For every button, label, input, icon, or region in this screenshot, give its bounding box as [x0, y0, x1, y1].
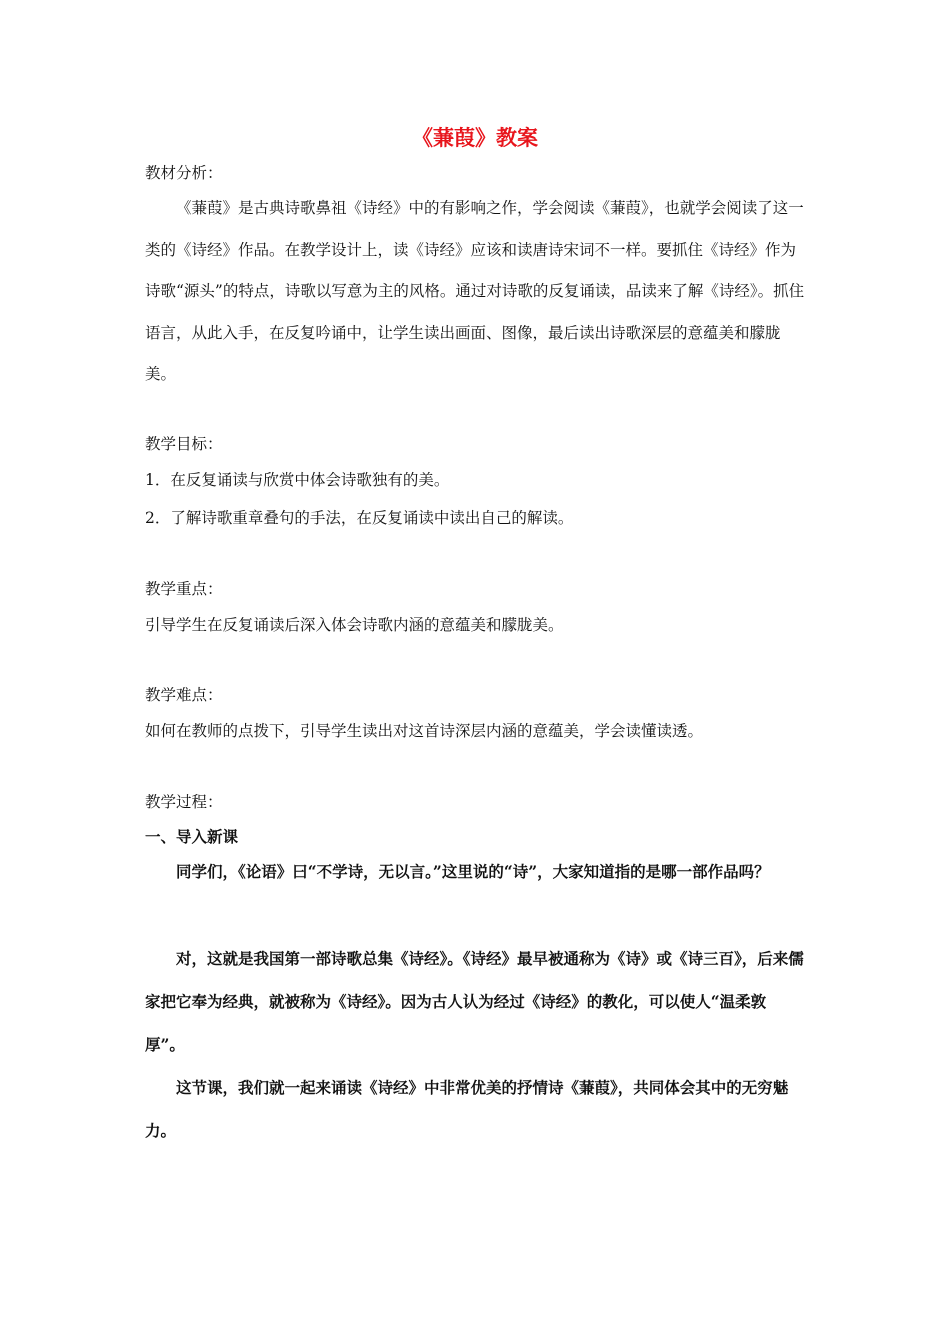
process-paragraph-2: 对，这就是我国第一部诗歌总集《诗经》。《诗经》最早被通称为《诗》或《诗三百》，后来儒家把它奉为经典，就被称为《诗经》。因为古人认为经过《诗经》的教化，可以使人“温柔敦厚”。 — [145, 949, 804, 1054]
process-paragraph-1: 同学们，《论语》曰“不学诗，无以言。”这里说的“诗”，大家知道指的是哪一部作品吗？ — [176, 862, 770, 881]
difficulties-body: 如何在教师的点拨下，引导学生读出对这首诗深层内涵的意蕴美，学会读懂读透。 — [145, 722, 704, 740]
goal-item-1: 1．在反复诵读与欣赏中体会诗歌独有的美。 — [145, 471, 450, 489]
section1-title: 一、导入新课 — [145, 827, 239, 846]
key-points-heading: 教学重点： — [145, 580, 223, 598]
analysis-heading: 教材分析： — [145, 164, 223, 182]
process-paragraph-3: 这节课，我们就一起来诵读《诗经》中非常优美的抒情诗《蒹葭》，共同体会其中的无穷魅力。 — [145, 1078, 789, 1140]
goals-heading: 教学目标： — [145, 435, 223, 453]
analysis-body: 《蒹葭》是古典诗歌鼻祖《诗经》中的有影响之作，学会阅读《蒹葭》，也就学会阅读了这一类的《诗经》作品。在教学设计上，读《诗经》应该和读唐诗宋词不一样。要抓住《诗经》作为诗歌“源头”的特点，诗歌以写意为主的风格。通过对诗歌的反复诵读，品读来了解《诗经》。抓住语言，从此入手，在反复吟诵中，让学生读出画面、图像，最后读出诗歌深层的意蕴美和朦胧美。 — [145, 199, 805, 383]
document-title: 《蒹葭》教案 — [412, 125, 538, 150]
goal-item-2: 2．了解诗歌重章叠句的手法，在反复诵读中读出自己的解读。 — [145, 509, 574, 527]
key-points-body: 引导学生在反复诵读后深入体会诗歌内涵的意蕴美和朦胧美。 — [145, 616, 564, 634]
difficulties-heading: 教学难点： — [145, 686, 223, 704]
process-heading: 教学过程： — [145, 793, 223, 811]
